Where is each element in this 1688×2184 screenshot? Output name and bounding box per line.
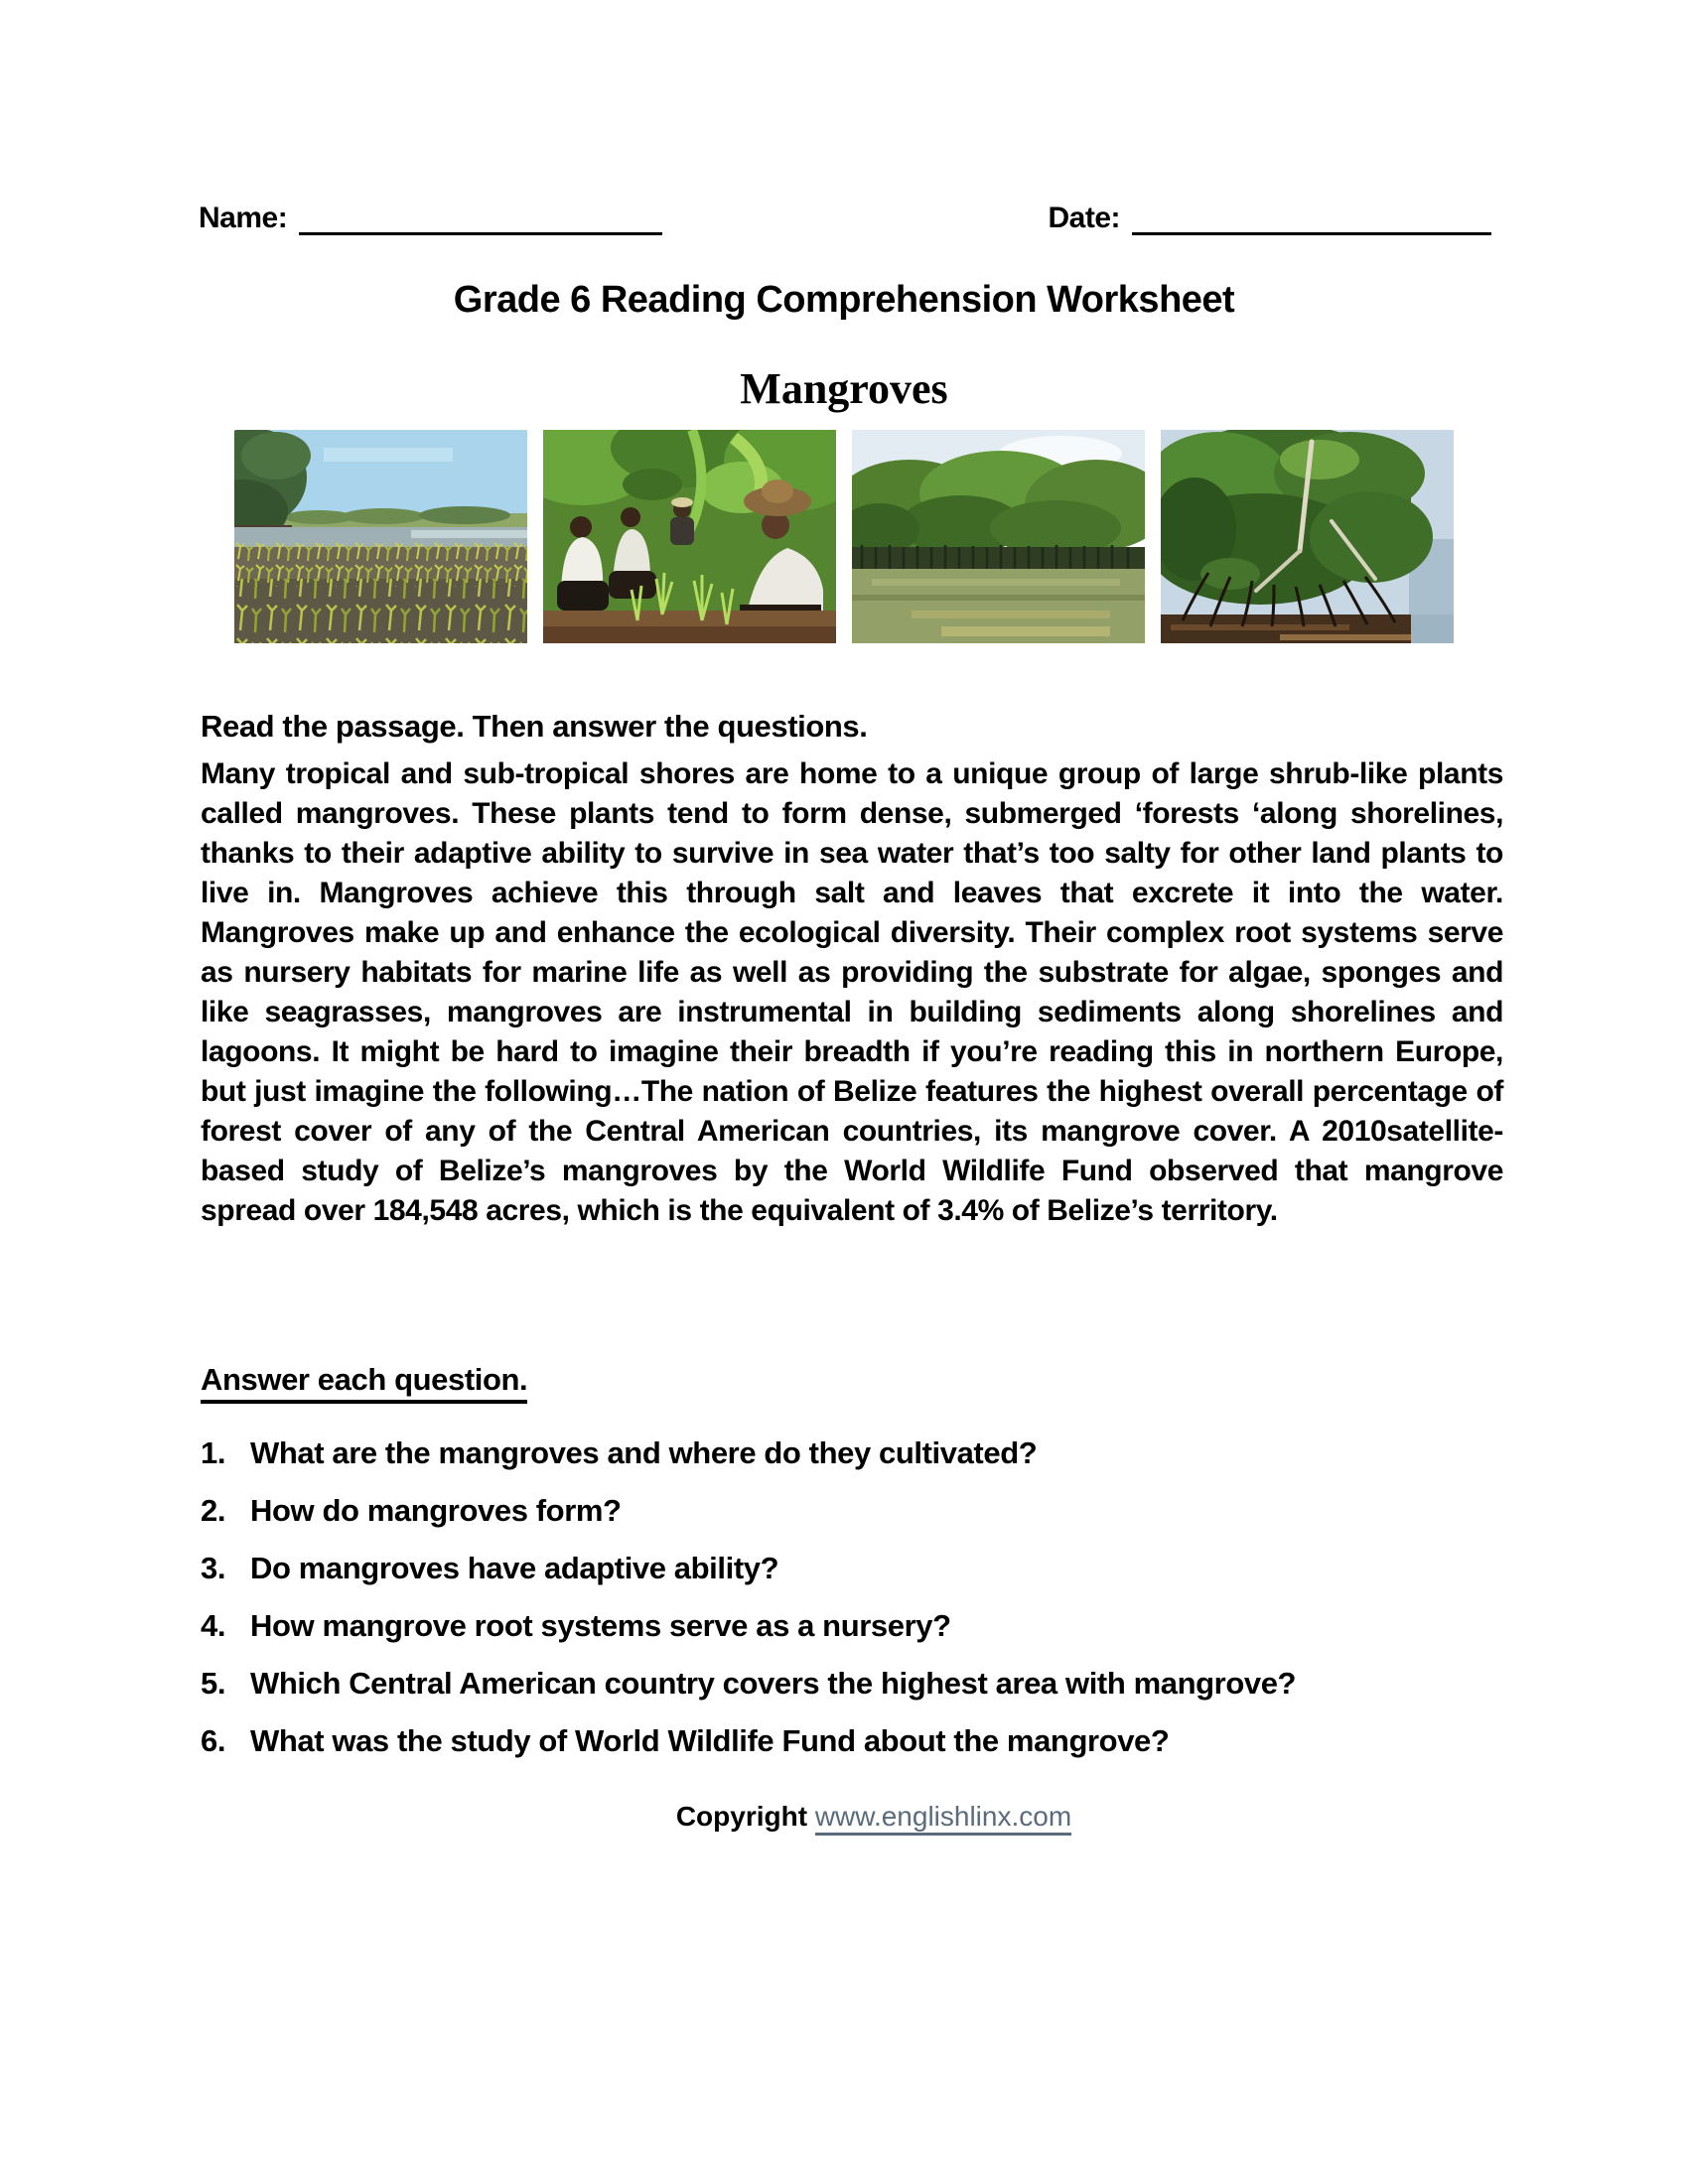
footer	[0, 1801, 1688, 1833]
date-label: Date:	[1048, 202, 1120, 234]
question-row-3	[201, 1551, 1503, 1608]
questions-heading-text: Answer each question.	[201, 1362, 527, 1404]
question-text: How do mangroves form?	[250, 1493, 622, 1528]
question-number: 3.	[201, 1551, 226, 1585]
question-number: 4.	[201, 1608, 226, 1643]
photo1-marsh	[234, 539, 527, 643]
photo3-water	[852, 569, 1145, 643]
question-number: 2.	[201, 1493, 226, 1528]
question-row-2	[201, 1493, 1503, 1551]
photo-strip	[234, 430, 1454, 643]
photo4-canopy	[1161, 430, 1433, 605]
photo3-prop-roots	[852, 545, 1145, 572]
question-row-1	[201, 1435, 1503, 1493]
copyright-link[interactable]: www.englishlinx.com	[815, 1801, 1071, 1836]
photo2-person-center	[670, 497, 694, 545]
date-blank-line	[1132, 204, 1491, 235]
question-row-4	[201, 1608, 1503, 1666]
name-blank-line	[299, 204, 662, 235]
question-text: What was the study of World Wildlife Fund about the mangrove?	[250, 1723, 1170, 1758]
name-field	[199, 202, 662, 235]
mangrove-planting-volunteers-photo	[543, 430, 836, 643]
header-row	[199, 202, 1491, 235]
passage-text: Many tropical and sub-tropical shores are home to a unique group of large shrub-like plants called mangroves. These plants tend to form dense, submerged ‘forests ‘along shorelines, thanks to their adaptive ability to survive in sea water that’s too salty for other land plants to live in. Mangroves achieve this through salt and leaves that excrete it into the water. Mangroves make up and enhance the ecological diversity. Their complex root systems serve as nursery habitats for marine life as well as providing the substrate for algae, sponges and like seagrasses, mangroves are instrumental in building sediments along shorelines and lagoons. It might be hard to imagine their breadth if you’re reading this in northern Europe, but just imagine the following…The nation of Belize features the highest overall percentage of forest cover of any of the Central American countries, its mangrove cover. A 2010satellite-based study of Belize’s mangroves by the World Wildlife Fund observed that mangrove spread over 184,548 acres, which is the equivalent of 3.4% of Belize’s territory.	[201, 757, 1503, 1227]
mangrove-seedlings-marsh-photo	[234, 430, 527, 643]
mangrove-forest-river-photo	[852, 430, 1145, 643]
worksheet-heading: Grade 6 Reading Comprehension Worksheet	[453, 279, 1235, 321]
question-text: Which Central American country covers the highest area with mangrove?	[250, 1666, 1297, 1701]
question-row-5	[201, 1666, 1503, 1723]
question-number: 5.	[201, 1666, 226, 1701]
date-field	[1048, 202, 1491, 235]
name-label: Name:	[199, 202, 288, 234]
copyright-label: Copyright	[675, 1801, 808, 1832]
photo4-water	[1161, 614, 1454, 643]
question-number: 1.	[201, 1435, 226, 1470]
question-number: 6.	[201, 1723, 226, 1758]
mangrove-prop-roots-photo	[1161, 430, 1454, 643]
question-row-6	[201, 1723, 1503, 1781]
photo3-canopy	[852, 451, 1145, 556]
question-text: What are the mangroves and where do they cultivated?	[250, 1435, 1038, 1470]
questions-heading	[201, 1362, 527, 1404]
question-list	[201, 1435, 1503, 1781]
question-text: Do mangroves have adaptive ability?	[250, 1551, 779, 1585]
passage-title: Mangroves	[740, 364, 948, 413]
passage-instruction: Read the passage. Then answer the questions.	[201, 709, 868, 744]
question-text: How mangrove root systems serve as a nursery?	[250, 1608, 951, 1643]
photo2-soil	[543, 611, 836, 643]
